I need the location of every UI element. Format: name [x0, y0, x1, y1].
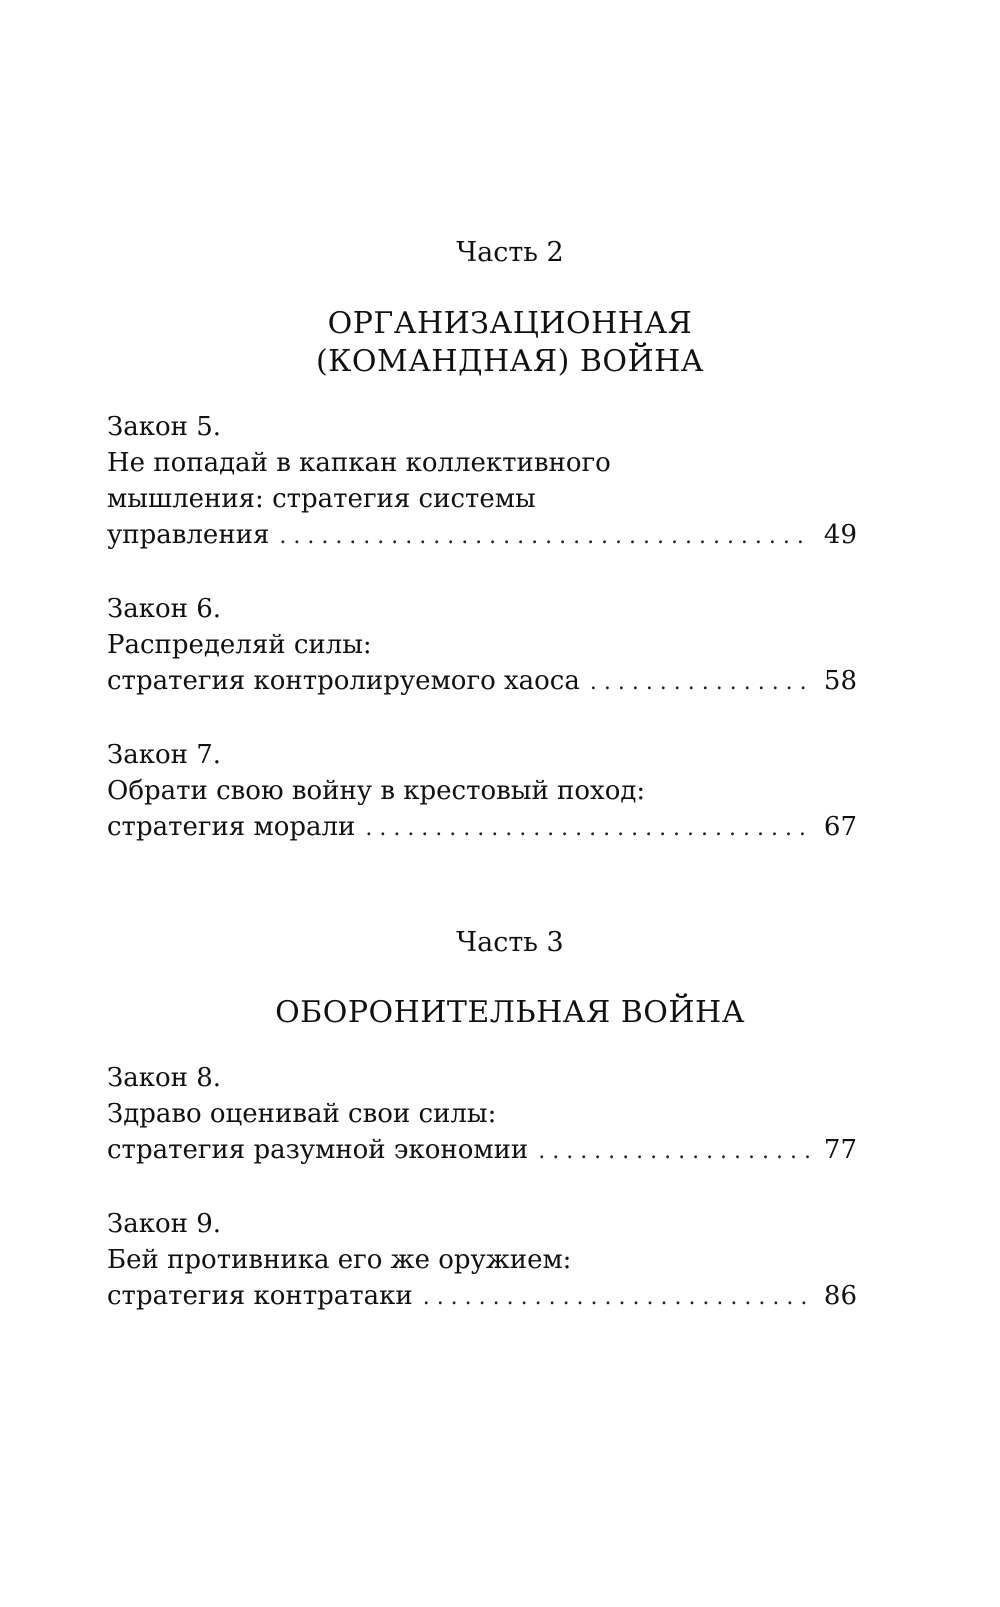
entry-title-line: стратегия морали	[107, 812, 356, 842]
dot-leader	[365, 811, 813, 847]
dot-leader	[590, 665, 813, 701]
part-2-entries	[107, 409, 857, 847]
page-number: 67	[823, 812, 857, 842]
part-3-heading	[0, 926, 1000, 960]
part-title-line: ОРГАНИЗАЦИОННАЯ	[327, 306, 693, 341]
entry-title-line: стратегия контратаки	[107, 1281, 413, 1311]
entry-title-line: стратегия контролируемого хаоса	[107, 666, 580, 696]
entry-final-line	[107, 663, 857, 701]
dot-leader	[423, 1280, 813, 1316]
entry-title-line: Здраво оценивай свои силы:	[107, 1099, 497, 1129]
law-number: Закон 5.	[107, 412, 222, 442]
entry-title-line: управления	[107, 520, 270, 550]
part-2-heading	[0, 236, 1000, 270]
law-number: Закон 8.	[107, 1063, 222, 1093]
part-3-title	[0, 994, 1000, 1032]
entry-title-line: стратегия разумной экономии	[107, 1135, 529, 1165]
entry-title-line: Распределяй силы:	[107, 630, 372, 660]
entry-final-line	[107, 809, 857, 847]
law-number: Закон 7.	[107, 740, 222, 770]
law-number: Закон 9.	[107, 1209, 222, 1239]
page-number: 77	[823, 1135, 857, 1165]
dot-leader	[538, 1134, 813, 1170]
entry-title-line: мышления: стратегия системы	[107, 484, 536, 514]
toc-entry-law-5[interactable]	[107, 409, 857, 555]
part-title-line: (КОМАНДНАЯ) ВОЙНА	[315, 344, 705, 379]
entry-final-line	[107, 1132, 857, 1170]
part-label: Часть 3	[456, 927, 564, 958]
law-number: Закон 6.	[107, 594, 222, 624]
toc-entry-law-7[interactable]	[107, 737, 857, 847]
entry-title-line: Бей противника его же оружием:	[107, 1245, 572, 1275]
entry-final-line	[107, 517, 857, 555]
part-2-title	[0, 305, 1000, 381]
entry-title-line: Не попадай в капкан коллективного	[107, 448, 611, 478]
entry-final-line	[107, 1278, 857, 1316]
part-3-entries	[107, 1060, 857, 1316]
page-number: 58	[823, 666, 857, 696]
dot-leader	[279, 519, 813, 555]
entry-title-line: Обрати свою войну в крестовый поход:	[107, 776, 646, 806]
part-label: Часть 2	[456, 237, 564, 268]
toc-entry-law-9[interactable]	[107, 1206, 857, 1316]
part-title-line: ОБОРОНИТЕЛЬНАЯ ВОЙНА	[275, 995, 745, 1030]
toc-entry-law-8[interactable]	[107, 1060, 857, 1170]
page-number: 49	[823, 520, 857, 550]
toc-entry-law-6[interactable]	[107, 591, 857, 701]
page-number: 86	[823, 1281, 857, 1311]
